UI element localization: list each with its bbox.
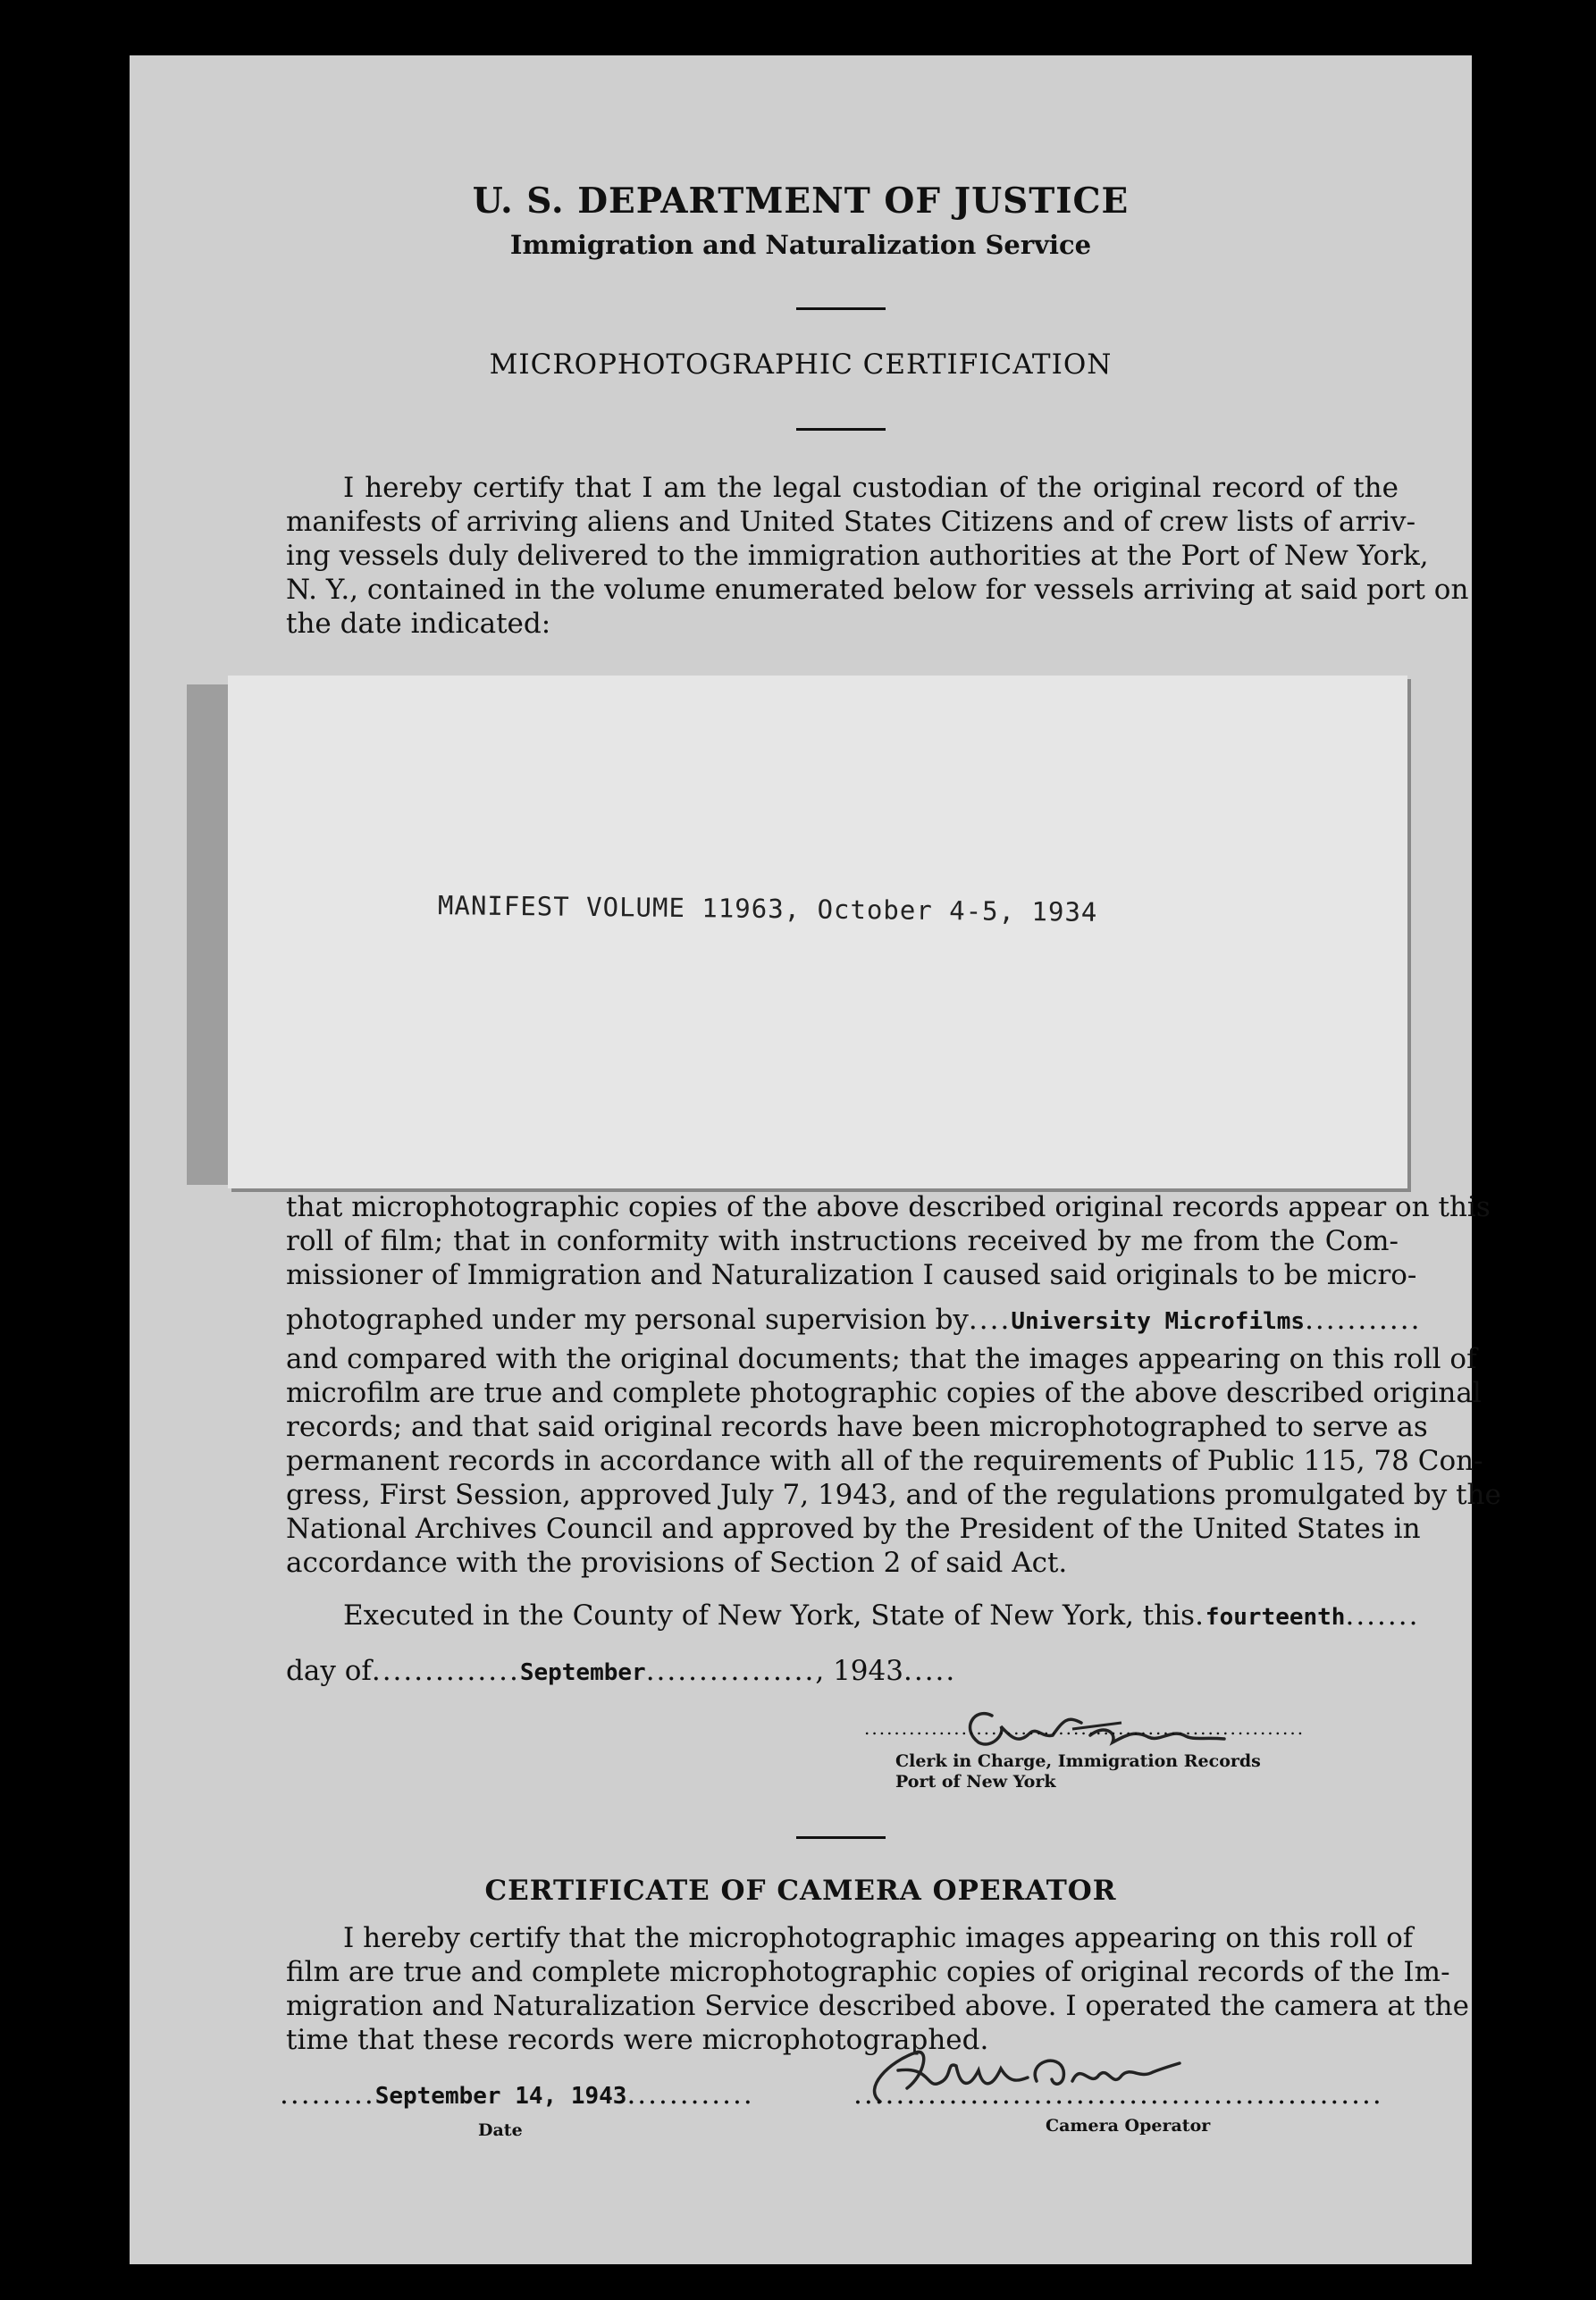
body-line: National Archives Council and approved by the President of the United States in bbox=[286, 1513, 1421, 1545]
body-line: permanent records in accordance with all of the requirements of Public 115, 78 Con- bbox=[286, 1445, 1483, 1477]
divider bbox=[796, 428, 886, 431]
body-line: records; and that said original records have been microphotographed to serve as bbox=[286, 1411, 1428, 1443]
body-line: that microphotographic copies of the above described original records appear on this bbox=[286, 1191, 1491, 1223]
clerk-signature-line: ........................................................... bbox=[864, 1717, 1306, 1739]
supervision-line: photographed under my personal supervision by....University Microfilms........... bbox=[286, 1304, 1422, 1336]
clerk-title: Clerk in Charge, Immigration Records bbox=[895, 1751, 1261, 1771]
body-line: roll of film; that in conformity with instructions received by me from the Com- bbox=[286, 1225, 1399, 1257]
executed-year: , 1943 bbox=[815, 1655, 903, 1687]
body-line: and compared with the original documents; that the images appearing on this roll of bbox=[286, 1343, 1477, 1375]
date-label: Date bbox=[478, 2120, 523, 2140]
intro-line: I hereby certify that I am the legal custodian of the original record of the bbox=[343, 472, 1399, 504]
body-line: accordance with the provisions of Section 2 of said Act. bbox=[286, 1547, 1068, 1579]
body-paragraph-2 bbox=[286, 1342, 1501, 1580]
camera-paragraph bbox=[286, 1921, 1469, 2057]
record-card bbox=[228, 676, 1407, 1188]
supervisor-name: University Microfilms bbox=[1011, 1308, 1306, 1335]
supervision-prefix: photographed under my personal supervision by bbox=[286, 1304, 969, 1336]
executed-month: September bbox=[519, 1659, 646, 1686]
executed-line: Executed in the County of New York, State of New York, this.fourteenth....... bbox=[343, 1599, 1420, 1632]
divider bbox=[796, 307, 886, 310]
executed-prefix: Executed in the County of New York, State of New York, this bbox=[343, 1599, 1196, 1632]
clerk-port: Port of New York bbox=[895, 1772, 1056, 1792]
service-subtitle: Immigration and Naturalization Service bbox=[509, 230, 1092, 260]
camera-line: migration and Naturalization Service described above. I operated the camera at the bbox=[286, 1990, 1469, 2022]
certification-title: MICROPHOTOGRAPHIC CERTIFICATION bbox=[489, 348, 1113, 381]
executed-day: fourteenth bbox=[1205, 1604, 1346, 1631]
body-line: missioner of Immigration and Naturalization I caused said originals to be micro- bbox=[286, 1259, 1417, 1291]
intro-line: the date indicated: bbox=[286, 608, 551, 640]
camera-date: September 14, 1943 bbox=[374, 2083, 627, 2110]
camera-operator-line: .................................................. bbox=[853, 2078, 1383, 2111]
intro-line: manifests of arriving aliens and United States Citizens and of crew lists of arriv- bbox=[286, 506, 1416, 538]
camera-date-line: .........September 14, 1943............ bbox=[280, 2078, 754, 2111]
day-of-label: day of bbox=[286, 1655, 372, 1687]
camera-line: time that these records were microphotographed. bbox=[286, 2024, 989, 2056]
intro-line: N. Y., contained in the volume enumerated below for vessels arriving at said port on bbox=[286, 574, 1469, 606]
department-title: U. S. DEPARTMENT OF JUSTICE bbox=[472, 180, 1130, 222]
intro-line: ing vessels duly delivered to the immigration authorities at the Port of New York, bbox=[286, 540, 1429, 572]
divider bbox=[796, 1836, 886, 1839]
body-line: gress, First Session, approved July 7, 1943, and of the regulations promulgated by the bbox=[286, 1479, 1501, 1511]
body-line: microfilm are true and complete photographic copies of the above described original bbox=[286, 1377, 1482, 1409]
camera-certificate-title: CERTIFICATE OF CAMERA OPERATOR bbox=[484, 1875, 1117, 1907]
camera-line: I hereby certify that the microphotographic images appearing on this roll of bbox=[343, 1922, 1414, 1954]
camera-operator-label: Camera Operator bbox=[1046, 2116, 1211, 2136]
certificate-page bbox=[130, 55, 1501, 2264]
intro-paragraph bbox=[286, 471, 1469, 641]
day-of-line: day of..............September................, 1943..... bbox=[286, 1655, 957, 1687]
manifest-volume-label: MANIFEST VOLUME 11963, October 4-5, 1934 bbox=[437, 890, 1098, 928]
body-paragraph bbox=[286, 1190, 1491, 1292]
camera-line: film are true and complete microphotographic copies of original records of the Im- bbox=[286, 1956, 1450, 1988]
